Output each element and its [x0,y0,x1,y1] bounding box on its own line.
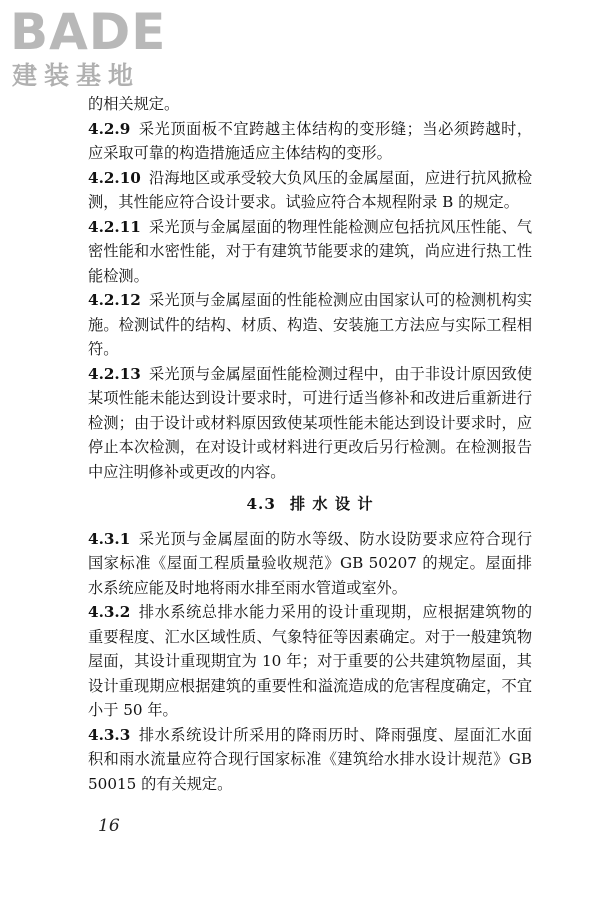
clause-text: 排水系统设计所采用的降雨历时、降雨强度、屋面汇水面积和雨水流量应符合现行国家标准《建筑给水排水设计规范》GB 50015 的有关规定。 [88,725,532,793]
section-title-text: 排 水 设 计 [289,495,374,513]
clause-4-2-11 [88,215,532,289]
clause-4-2-13 [88,362,532,485]
clause-number: 4.3.1 [88,529,131,548]
clause-4-3-2 [88,600,532,723]
logo-subtitle: 建装基地 [12,61,141,90]
clause-text: 排水系统总排水能力采用的设计重现期，应根据建筑物的重要程度、汇水区域性质、气象特征等因素确定。对于一般建筑物屋面，其设计重现期宜为 10 年；对于重要的公共建筑物屋面，其设计重现期应根据建筑的重要性和溢流造成的危害程度确定，不宜小于 50 年。 [88,603,532,719]
page-number: 16 [98,816,120,836]
clause-4-2-9 [88,117,532,166]
clause-text: 采光顶面板不宜跨越主体结构的变形缝；当必须跨越时，应采取可靠的构造措施适应主体结构的变形。 [88,119,532,162]
clause-4-3-1 [88,527,532,601]
clause-number: 4.2.11 [88,217,141,236]
clause-text: 采光顶与金属屋面的性能检测应由国家认可的检测机构实施。检测试件的结构、材质、构造、安装施工方法应与实际工程相符。 [88,291,532,358]
clause-number: 4.3.2 [88,603,131,621]
clause-4-3-3 [88,723,532,797]
section-heading [88,492,532,517]
intro-line: 的相关规定。 [88,95,180,113]
clause-text: 沿海地区或承受较大负风压的金属屋面，应进行抗风掀检测，其性能应符合设计要求。试验应符合本规程附录 B 的规定。 [88,168,532,211]
clause-4-2-10 [88,166,532,215]
clause-4-2-12 [88,288,532,362]
clause-text: 采光顶与金属屋面性能检测过程中，由于非设计原因致使某项性能未能达到设计要求时，可进行适当修补和改进后重新进行检测；由于设计或材料原因致使某项性能未能达到设计要求时，应停止本次检测，在对设计或材料进行更改后另行检测。在检测报告中应注明修补或更改的内容。 [88,364,532,481]
clause-number: 4.2.9 [88,119,131,138]
clause-number: 4.2.13 [88,364,141,383]
clause-number: 4.2.10 [88,168,141,187]
clause-number: 4.2.12 [88,291,141,309]
logo-wordmark: BADE [10,3,167,61]
clause-text: 采光顶与金属屋面的防水等级、防水设防要求应符合现行国家标准《屋面工程质量验收规范》GB 50207 的规定。屋面排水系统应能及时地将雨水排至雨水管道或室外。 [88,529,532,597]
bade-logo [8,4,188,92]
clause-text: 采光顶与金属屋面的物理性能检测应包括抗风压性能、气密性能和水密性能，对于有建筑节能要求的建筑，尚应进行热工性能检测。 [88,217,532,285]
section-number: 4.3 [246,495,276,513]
document-body [88,92,532,796]
clause-number: 4.3.3 [88,725,131,744]
